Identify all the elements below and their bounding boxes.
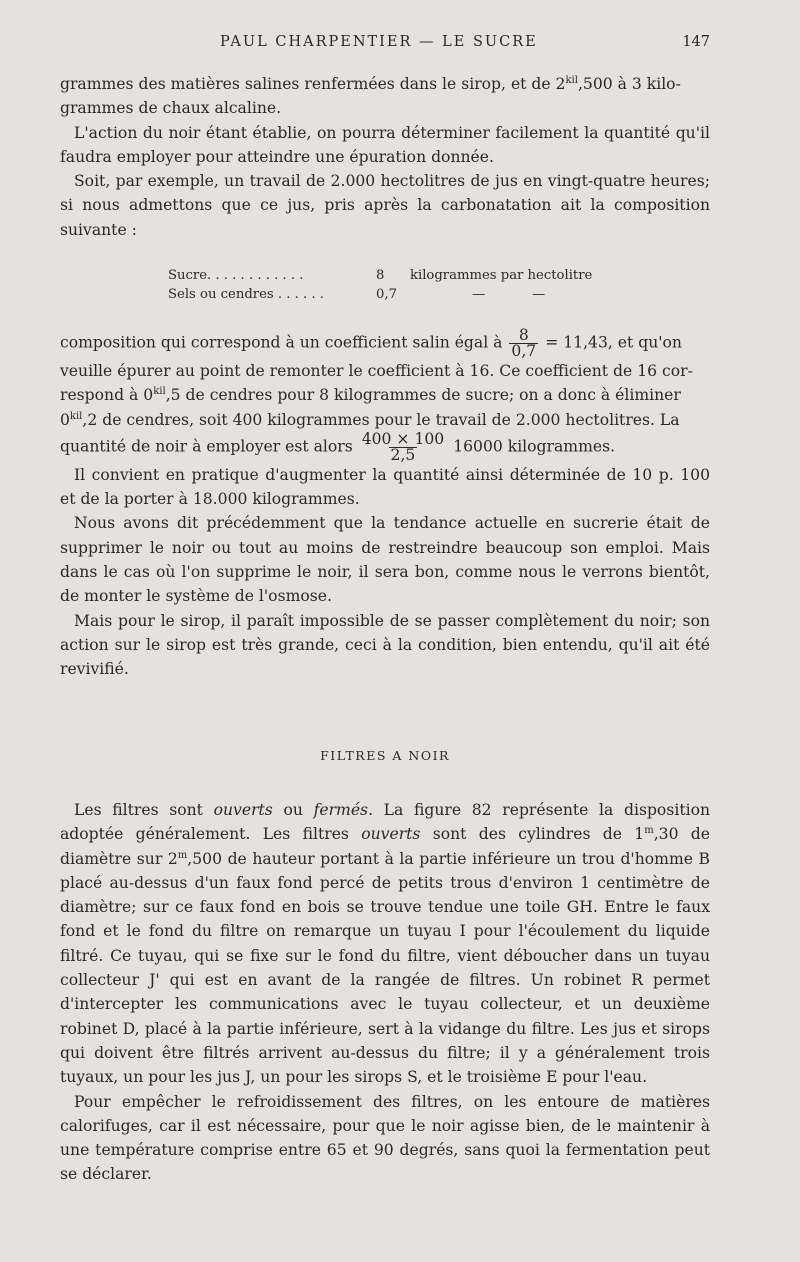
paragraph-4 [60, 328, 710, 463]
fraction-denominator: 0,7 [511, 342, 537, 360]
table-row [168, 266, 670, 285]
p8-f: ,500 de hauteur portant à la partie inférieure un trou d'homme B placé au-dessus d'un faux fond percé de petits trous d'environ 1 centimètre de diamètre; sur ce faux fond en bois se trouve tendue une toile GH. Entre le faux fond et le fond du filtre on remarque un tuyau I pour l'écoulement du liquide filtré. Ce tuyau, qui se fixe sur le fond du filtre, vient déboucher dans un tuyau collecteur J' qui est en avant de la rangée de filtres. Un robinet R permet d'intercepter les communications avec le tuyau collecteur, et un deuxième robinet D, placé à la partie inférieure, sert à la vidange du filtre. Les jus et sirops qui doivent être filtrés arrivent au-dessus du filtre; il y a généralement trois tuyaux, un pour les jus J, un pour les sirops S, et le troisième E pour l'eau. [60, 849, 710, 1087]
p8-e: ,30 de diamètre sur 2 [60, 825, 711, 868]
p8-m2-sup: m [177, 849, 188, 861]
fraction-numerator: 400 × 100 [361, 429, 445, 448]
p8-m1-sup: m [644, 825, 654, 837]
p8-a: Les filtres sont [74, 801, 214, 819]
paragraph-9: Pour empêcher le refroidissement des filtres, on les entoure de matières calorifuges, car il est nécessaire, pour que le noir agisse bien, de le maintenir à une température comprise entre 65 et 90 degrés, sans quoi la fermentation peut se déclarer. [60, 1092, 710, 1184]
composition-table [168, 266, 670, 304]
text-block-bottom [60, 798, 710, 1187]
page-number: 147 [682, 34, 710, 50]
row-value: 0,7 [376, 287, 397, 302]
kil-sup: kil [153, 386, 166, 398]
fraction-denominator: 2,5 [390, 445, 416, 464]
fraction-8-over-0-7 [509, 328, 538, 359]
p4-line3a: respond à 0 [60, 386, 154, 405]
kil-sup: kil [69, 410, 83, 422]
p8-em2: fermés [313, 801, 369, 819]
p4-line5b: 16000 kilogrammes. [453, 437, 616, 456]
text-block-top [60, 72, 710, 242]
paragraph-6: Nous avons dit précédemment que la tendance actuelle en sucrerie était de supprimer le noir ou tout au moins de restreindre beaucoup son emploi. Mais dans le cas où l'on supprime le noir, il sera bon, comme nous le verrons bientôt, de monter le système de l'osmose. [60, 514, 710, 606]
p4-text-before: composition qui correspond à un coefficient salin égal à [60, 333, 503, 352]
ditto-mark: — [532, 287, 546, 302]
p8-em3: ouverts [361, 825, 421, 844]
paragraph-5: Il convient en pratique d'augmenter la quantité ainsi déterminée de 10 p. 100 et de la porter à 18.000 kilogrammes. [60, 465, 710, 509]
p1-line1: grammes des matières salines renfermées dans le sirop, et de 2 [60, 75, 566, 93]
p8-d: sont des cylindres de 1 [420, 825, 645, 844]
row-label: Sels ou cendres . . . . . . [168, 287, 324, 302]
row-unit [410, 285, 670, 304]
row-value: 8 [376, 268, 385, 283]
p4-line4b: ,2 de cendres, soit 400 kilogrammes pour le travail de 2.000 hectolitres. La [82, 410, 680, 429]
p4-line3b: ,5 de cendres pour 8 kilogrammes de sucre; on a donc à éliminer [165, 386, 681, 405]
fraction-numerator: 8 [518, 326, 529, 344]
p4-line4a: 0 [60, 410, 70, 429]
p4-line2: veuille épurer au point de remonter le coefficient à 16. Ce coefficient de 16 cor- [60, 362, 693, 380]
section-title: FILTRES A NOIR [320, 748, 450, 763]
p4-text-after: = 11,43, et qu'on [545, 333, 682, 352]
paragraph-7: Mais pour le sirop, il paraît impossible de se passer complètement du noir; son action sur le sirop est très grande, ceci à la condition, bien entendu, qu'il ait été revivifié. [60, 611, 710, 679]
paragraph-8 [60, 798, 710, 1090]
p8-c: . La figure 82 représente la disposition adoptée généralement. Les filtres [60, 801, 710, 844]
p8-em1: ouverts [213, 801, 273, 819]
running-header [60, 34, 710, 60]
p1-line1b: ,500 à 3 kilo- [577, 75, 681, 93]
p4-line5a: quantité de noir à employer est alors [60, 437, 353, 456]
paragraph-2: L'action du noir étant établie, on pourra déterminer facilement la quantité qu'il faudra employer pour atteindre une épuration donnée. [60, 123, 710, 166]
table-row [168, 285, 670, 304]
row-unit: kilogrammes par hectolitre [410, 268, 593, 283]
row-label: Sucre. . . . . . . . . . . . [168, 268, 304, 283]
ditto-mark: — [472, 287, 486, 302]
paragraph-3: Soit, par exemple, un travail de 2.000 hectolitres de jus en vingt-quatre heures; si nous admettons que ce jus, pris après la carbonatation ait la composition suivante : [60, 172, 710, 239]
fraction-400x100-over-2-5 [360, 429, 447, 464]
p8-b: ou [272, 801, 314, 819]
text-block-middle [60, 328, 710, 682]
p1-kil-sup: kil [565, 75, 578, 86]
p1-line2: grammes de chaux alcaline. [60, 99, 282, 118]
paragraph-1 [60, 72, 710, 121]
running-title: PAUL CHARPENTIER — LE SUCRE [220, 34, 538, 50]
